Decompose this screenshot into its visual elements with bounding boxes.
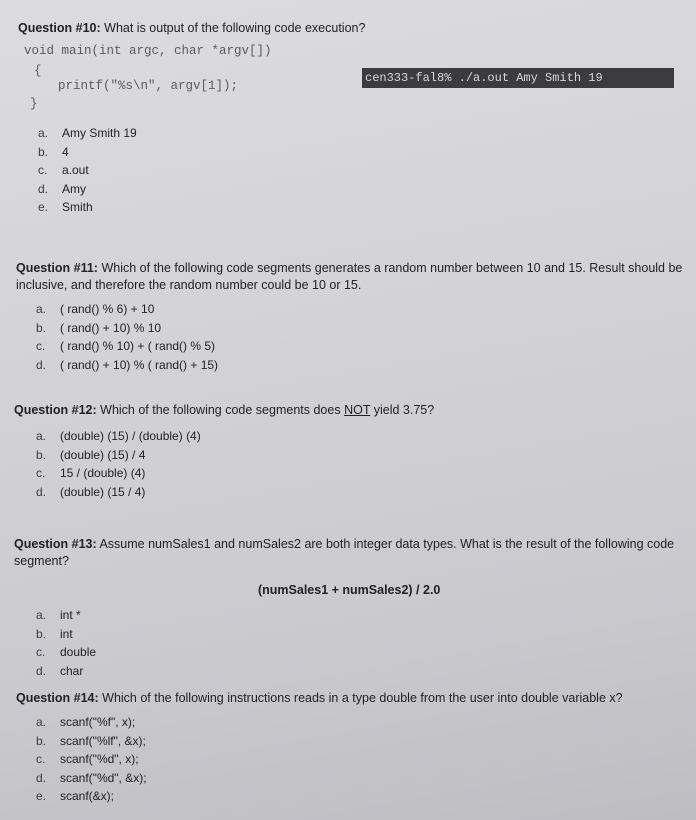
code-expression: (numSales1 + numSales2) / 2.0 xyxy=(258,583,441,597)
option-a[interactable]: a. Amy Smith 19 xyxy=(38,126,137,140)
question-14-heading xyxy=(16,690,623,707)
question-10-label: Question #10: xyxy=(18,21,101,35)
option-a[interactable]: a. (double) (15) / (double) (4) xyxy=(36,429,201,443)
question-12-text: Which of the following code segments does xyxy=(100,403,341,417)
option-b[interactable]: b. ( rand() + 10) % 10 xyxy=(36,320,162,335)
question-14-text: Which of the following instructions reads in a type double from the user into double variable x? xyxy=(102,691,623,705)
option-c[interactable]: c. scanf("%d", x); xyxy=(36,752,139,767)
code-line-3: printf("%s\n", argv[1]); xyxy=(58,79,239,93)
option-a[interactable]: a. int * xyxy=(36,608,81,622)
question-10-heading xyxy=(18,20,365,37)
option-d[interactable]: d. (double) (15 / 4) xyxy=(36,484,146,499)
question-13-text: Assume numSales1 and numSales2 are both integer data types. What is the result of the following code segment? xyxy=(14,537,675,568)
question-12-text-end: yield 3.75? xyxy=(373,403,435,417)
option-d[interactable]: d. Amy xyxy=(38,181,86,196)
question-11-heading xyxy=(16,260,688,294)
question-13-options xyxy=(36,606,96,680)
option-e[interactable]: e. scanf(&x); xyxy=(36,789,115,804)
option-a[interactable]: a. ( rand() % 6) + 10 xyxy=(36,302,155,316)
code-line-4: } xyxy=(30,97,38,111)
question-10-options xyxy=(38,124,137,217)
option-d[interactable]: d. char xyxy=(36,663,84,678)
question-13-label: Question #13: xyxy=(14,537,97,551)
question-14-label: Question #14: xyxy=(16,691,99,705)
question-12-not: NOT xyxy=(344,403,371,417)
question-12-options xyxy=(36,427,201,501)
option-a[interactable]: a. scanf("%f", x); xyxy=(36,715,136,729)
option-b[interactable]: b. 4 xyxy=(38,144,69,159)
option-d[interactable]: d. scanf("%d", &x); xyxy=(36,770,147,785)
question-14-options xyxy=(36,713,147,806)
question-11-options xyxy=(36,300,218,374)
code-line-1: void main(int argc, char *argv[]) xyxy=(24,44,272,58)
option-c[interactable]: c. ( rand() % 10) + ( rand() % 5) xyxy=(36,339,216,354)
option-b[interactable]: b. int xyxy=(36,626,73,641)
question-10-text: What is output of the following code execution? xyxy=(104,21,366,35)
code-line-2: { xyxy=(34,64,42,78)
question-12-label: Question #12: xyxy=(14,403,97,417)
question-13-heading xyxy=(14,536,686,570)
terminal-command: cen333-fal8% ./a.out Amy Smith 19 xyxy=(362,68,674,88)
option-c[interactable]: c. a.out xyxy=(38,163,89,178)
option-b[interactable]: b. (double) (15) / 4 xyxy=(36,447,146,462)
option-b[interactable]: b. scanf("%lf", &x); xyxy=(36,733,146,748)
option-d[interactable]: d. ( rand() + 10) % ( rand() + 15) xyxy=(36,357,219,372)
option-e[interactable]: e. Smith xyxy=(38,200,93,215)
question-11-text: Which of the following code segments generates a random number between 10 and 15. Result should be inclusive, and therefore the random number could be 10 or 15. xyxy=(16,261,683,292)
question-12-heading xyxy=(14,402,434,419)
option-c[interactable]: c. double xyxy=(36,645,97,660)
option-c[interactable]: c. 15 / (double) (4) xyxy=(36,466,146,481)
question-11-label: Question #11: xyxy=(16,261,98,275)
